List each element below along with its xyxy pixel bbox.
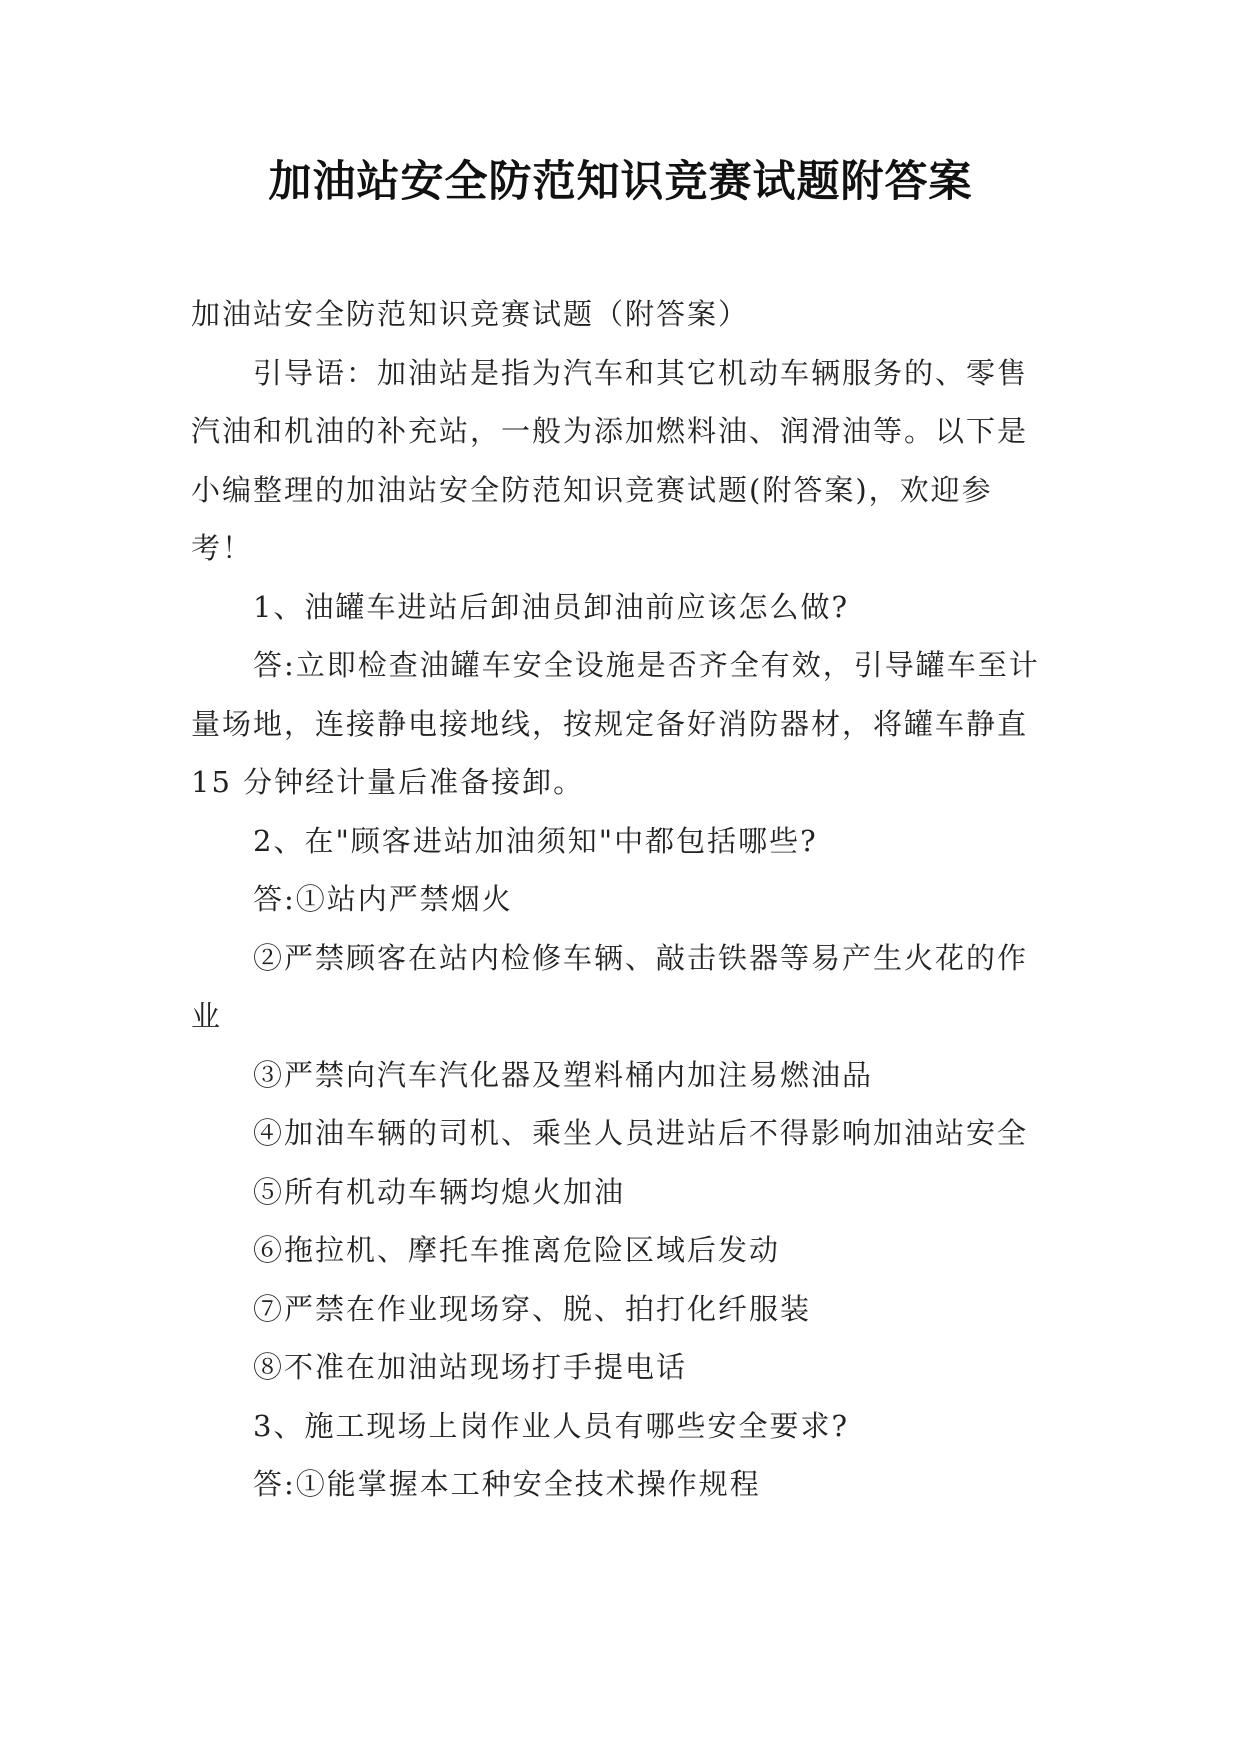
paragraph: 引导语：加油站是指为汽车和其它机动车辆服务的、零售汽油和机油的补充站，一般为添加燃料油、润滑油等。以下是小编整理的加油站安全防范知识竞赛试题(附答案)，欢迎参考！ — [191, 355, 1029, 565]
answer-item: ④加油车辆的司机、乘坐人员进站后不得影响加油站安全 — [253, 1116, 1029, 1150]
answer: 答:①能掌握本工种安全技术操作规程 — [253, 1467, 761, 1501]
document-body — [191, 285, 1051, 1514]
document-title: 加油站安全防范知识竞赛试题附答案 — [268, 157, 973, 207]
answer-item: ⑤所有机动车辆均熄火加油 — [253, 1174, 626, 1209]
answer-item: ⑦严禁在作业现场穿、脱、拍打化纤服装 — [253, 1291, 812, 1326]
answer: 答:①站内严禁烟火 — [253, 882, 513, 916]
paragraph: 加油站安全防范知识竞赛试题（附答案） — [191, 297, 750, 331]
question: 2、在"顾客进站加油须知"中都包括哪些? — [253, 823, 818, 858]
answer-item: ⑥拖拉机、摩托车推离危险区域后发动 — [253, 1233, 781, 1267]
answer-item: ③严禁向汽车汽化器及塑料桶内加注易燃油品 — [253, 1057, 874, 1092]
question: 1、油罐车进站后卸油员卸油前应该怎么做? — [253, 589, 849, 624]
question: 3、施工现场上岗作业人员有哪些安全要求? — [253, 1408, 849, 1443]
answer-item: ⑧不准在加油站现场打手提电话 — [253, 1350, 688, 1384]
answer: 答:立即检查油罐车安全设施是否齐全有效，引导罐车至计量场地，连接静电接地线，按规定备好消防器材，将罐车静直 15 分钟经计量后准备接卸。 — [191, 648, 1040, 799]
answer-item: ②严禁顾客在站内检修车辆、敲击铁器等易产生火花的作业 — [191, 940, 1029, 1033]
